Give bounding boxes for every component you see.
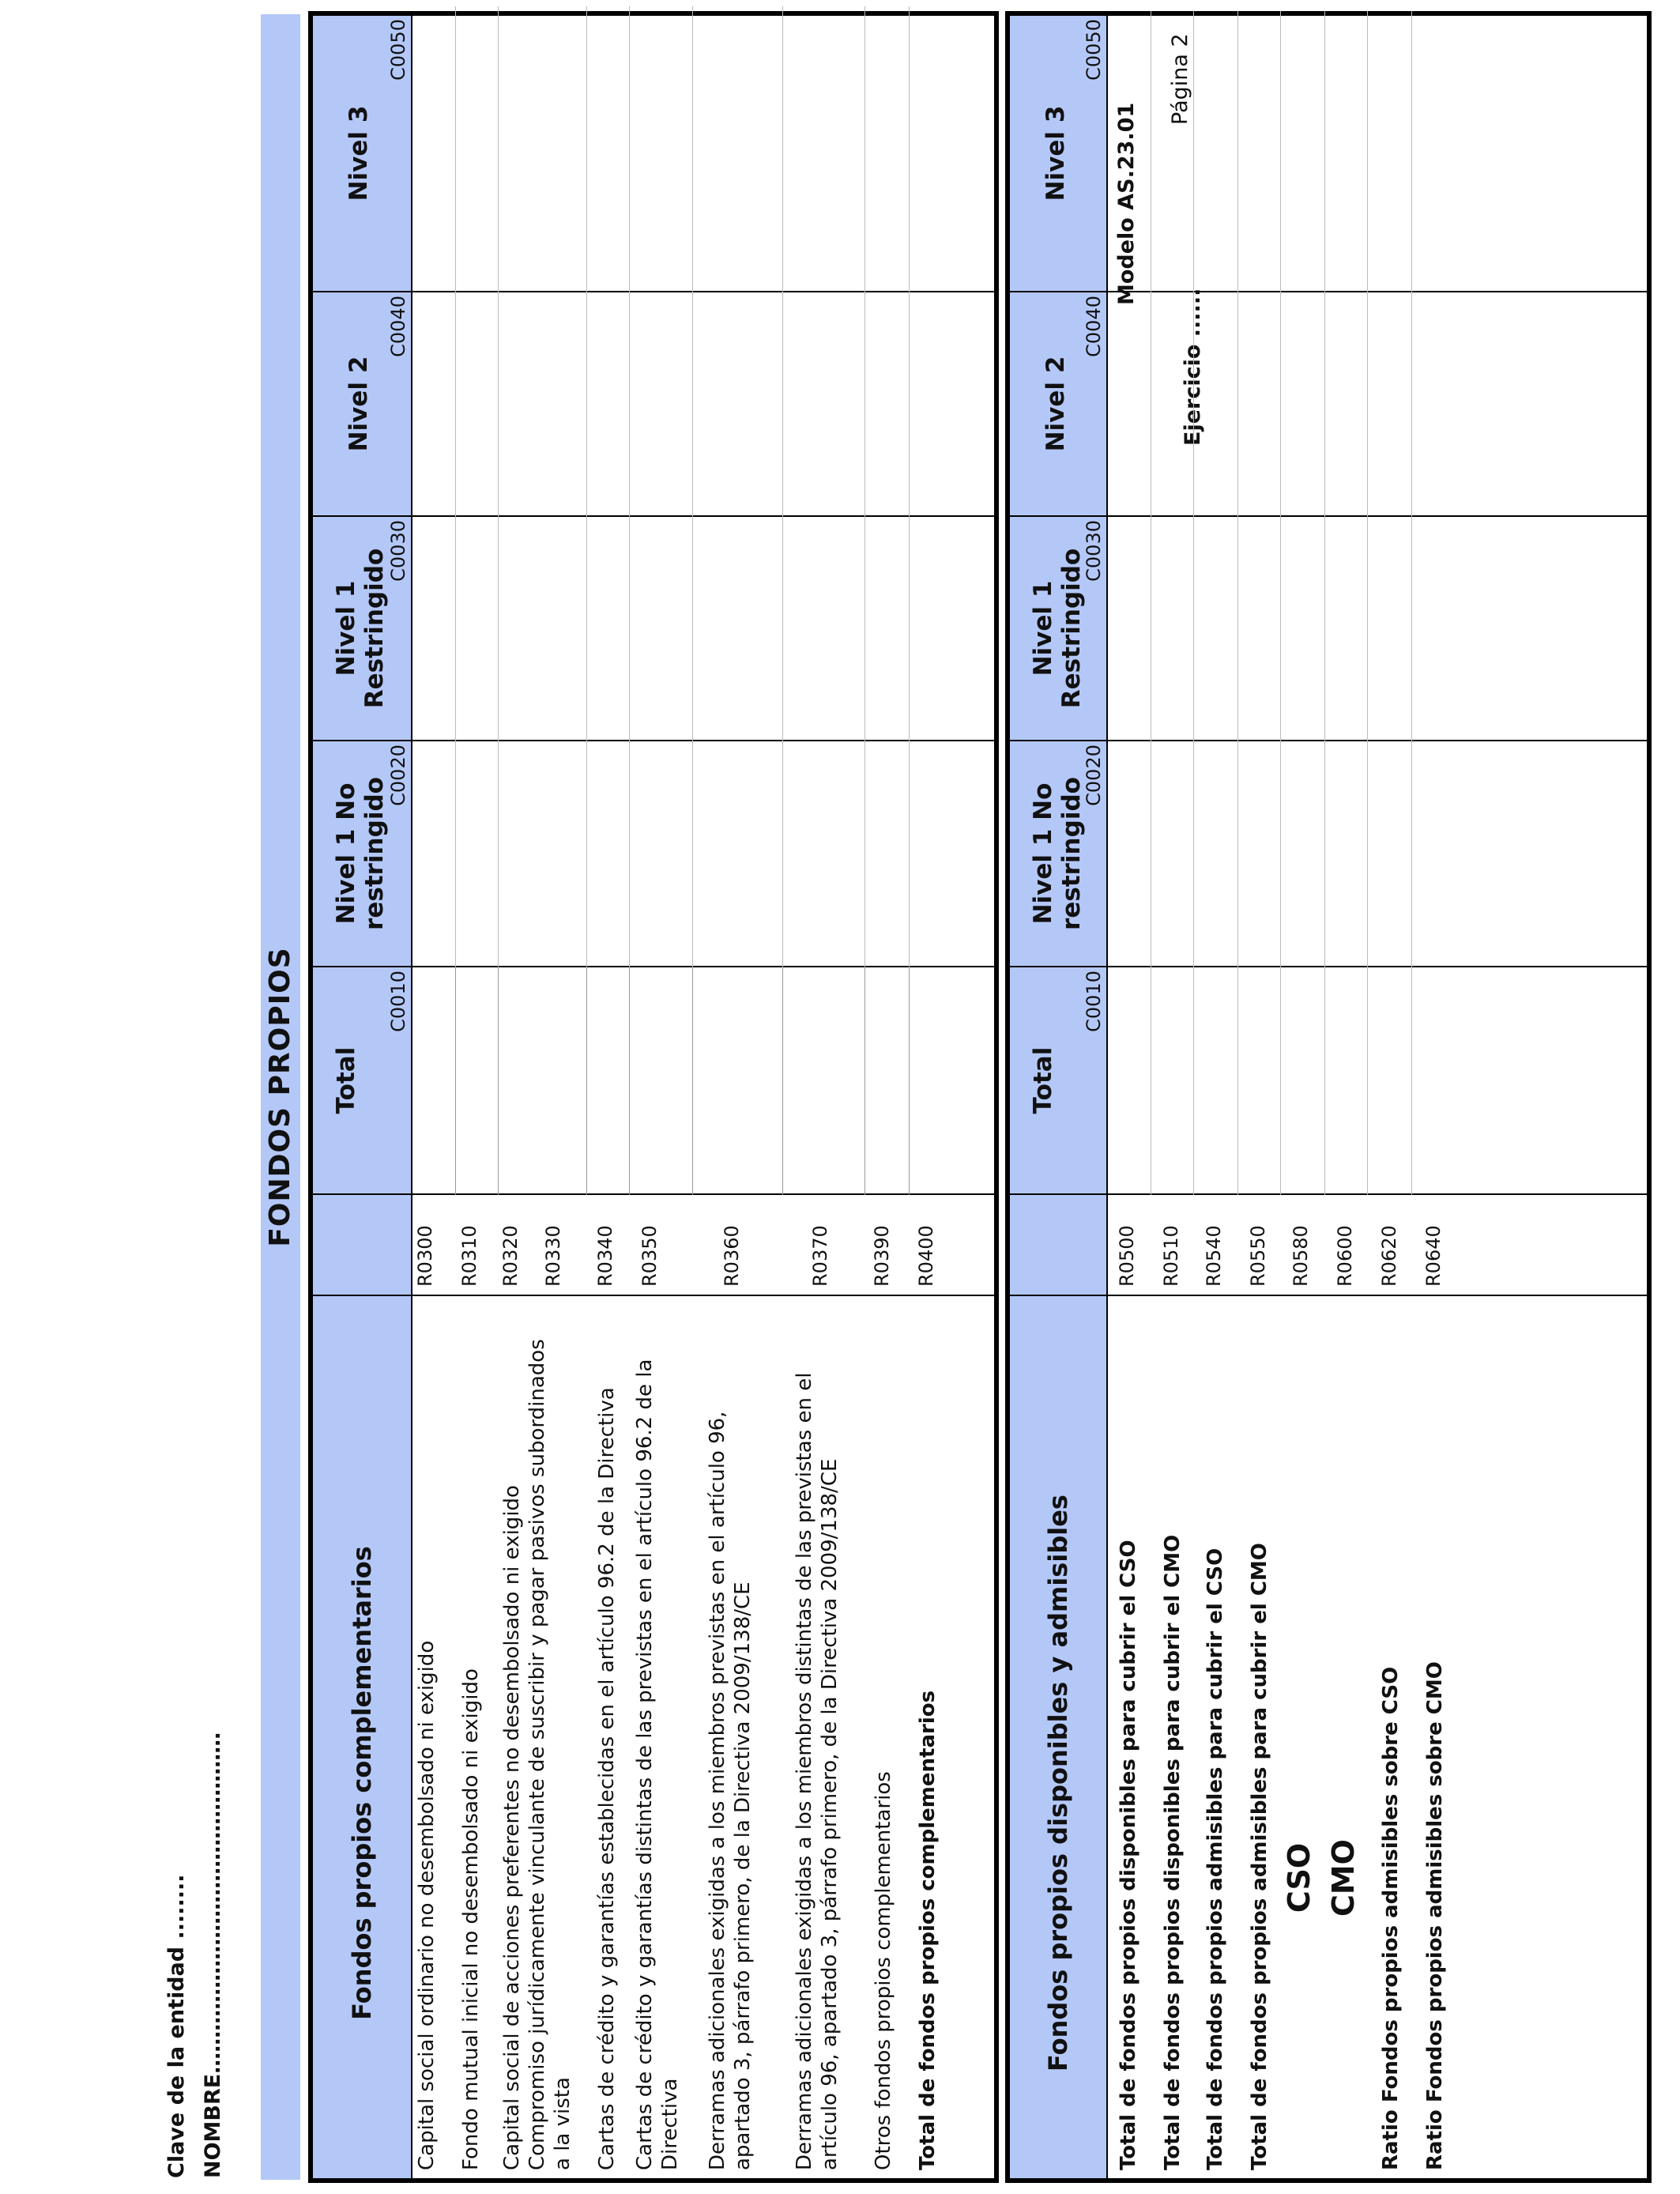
table-row: Derramas adicionales exigidas a los miembros previstas en el artículo 96, apartado 3, párrafo primero, de la Directiva 2009/138/CE R0360 <box>706 1225 755 2170</box>
col-header-n2: Nivel 2 C0040 <box>1010 292 1106 517</box>
table-row: Total de fondos propios admisibles para cubrir el CMO R0550 <box>1247 1225 1271 2170</box>
table-row: Capital social de acciones preferentes no desembolsado ni exigido R0320 <box>499 1225 524 2170</box>
ejercicio-label: Ejercicio ...... <box>1181 288 1205 446</box>
rowcode-header <box>1010 1195 1106 1296</box>
col-header-total: Total C0010 <box>1010 967 1106 1195</box>
nombre-label: NOMBRE………………………………………… <box>201 1732 225 2178</box>
col-header-total: Total C0010 <box>313 967 411 1195</box>
section-title: Fondos propios disponibles y admisibles <box>1043 1495 1073 2071</box>
pagina-label: Página 2 <box>1168 33 1192 125</box>
table-row: Compromiso jurídicamente vinculante de suscribir y pagar pasivos subordinados a la vista R0330 <box>525 1225 574 2170</box>
table-row: Fondo mutual inicial no desembolsado ni exigido R0310 <box>458 1225 483 2170</box>
table-row: CSO R0580 <box>1282 1225 1317 1913</box>
table-header <box>1010 16 1108 2178</box>
table-row: Cartas de crédito y garantías establecidas en el artículo 96.2 de la Directiva R0340 <box>594 1225 619 2170</box>
col-header-n2: Nivel 2 C0040 <box>313 292 411 517</box>
rowcode-header <box>313 1195 411 1296</box>
clave-entidad-label: Clave de la entidad ........ <box>164 1874 189 2178</box>
modelo-label: Modelo AS.23.01 <box>1114 102 1139 305</box>
table-row: Ratio Fondos propios admisibles sobre CSO R0620 <box>1378 1225 1403 2170</box>
col-header-n1r: Nivel 1 Restringido C0030 <box>1010 517 1106 741</box>
table-row: Total de fondos propios admisibles para cubrir el CSO R0540 <box>1203 1225 1227 2170</box>
table-fondos-disponibles <box>1005 11 1652 2183</box>
table-header <box>313 16 412 2178</box>
table-row: Total de fondos propios disponibles para cubrir el CSO R0500 <box>1116 1225 1140 2170</box>
title-band <box>261 14 300 2180</box>
col-header-n1nr: Nivel 1 No restringido C0020 <box>313 741 411 967</box>
table-fondos-complementarios <box>308 11 999 2183</box>
table-row: Cartas de crédito y garantías distintas de las previstas en el artículo 96.2 de la Directiva R0350 <box>633 1225 682 2170</box>
table-row: CMO R0600 <box>1326 1225 1361 1917</box>
col-header-n3: Nivel 3 C0050 <box>1010 16 1106 292</box>
col-header-n1nr: Nivel 1 No restringido C0020 <box>1010 741 1106 967</box>
table-row: Derramas adicionales exigidas a los miembros distintas de las previstas en el artículo 96, apartado 3, párrafo primero, de la Directiva 2009/138/CE R0370 <box>793 1225 842 2170</box>
table-row: Total de fondos propios complementarios R0400 <box>915 1225 940 2170</box>
page-title: FONDOS PROPIOS <box>264 947 296 1247</box>
table-row: Ratio Fondos propios admisibles sobre CMO R0640 <box>1422 1225 1447 2170</box>
col-header-n3: Nivel 3 C0050 <box>313 16 411 292</box>
table-row: Otros fondos propios complementarios R0390 <box>871 1225 895 2170</box>
table-row: Capital social ordinario no desembolsado ni exigido R0300 <box>414 1225 439 2170</box>
section-title: Fondos propios complementarios <box>347 1546 377 2020</box>
table-row: Total de fondos propios disponibles para cubrir el CMO R0510 <box>1160 1225 1185 2170</box>
col-header-n1r: Nivel 1 Restringido C0030 <box>313 517 411 741</box>
